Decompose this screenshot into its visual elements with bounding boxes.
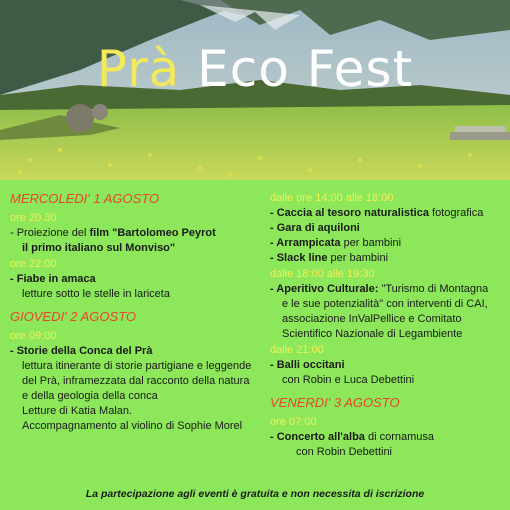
event-slackline: - Slack line per bambini (270, 252, 389, 264)
event-arrampicata: - Arrampicata per bambini (270, 237, 402, 249)
event-storie-desc5: Accompagnamento al violino di Sophie Morel (22, 420, 243, 432)
program-right-column (270, 190, 506, 460)
event-aperitivo-line2: e le sue potenzialità" con interventi di CAI, (282, 298, 488, 310)
event-concerto-desc: con Robin Debettini (296, 446, 393, 458)
day-heading-wednesday: MERCOLEDI' 1 AGOSTO (10, 191, 160, 206)
hero-photo (0, 0, 510, 180)
time-1400-1800: dalle ore 14:00 alle 18:00 (270, 192, 394, 204)
event-aperitivo-line3: associazione InValPellice e Comitato (282, 313, 462, 325)
page-title (0, 40, 510, 98)
program-section (0, 180, 510, 510)
event-film-line2: il primo italiano sul Monviso" (22, 242, 176, 254)
event-film-line1: - Proiezione del film "Bartolomeo Peyrot (10, 227, 216, 239)
time-0900: ore 09:00 (10, 330, 57, 342)
day-heading-thursday: GIOVEDI' 2 AGOSTO (10, 309, 137, 324)
event-storie-desc3: e della geologia della conca (22, 390, 158, 402)
title-part-eco-fest: Eco Fest (197, 40, 414, 98)
event-aperitivo-line1: - Aperitivo Culturale: "Turismo di Montagna (270, 283, 489, 295)
time-2100: dalle 21:00 (270, 344, 324, 356)
time-0700: ore 07:00 (270, 416, 317, 428)
footer-note: La partecipazione agli eventi è gratuita e non necessita di iscrizione (85, 488, 425, 500)
event-balli-desc: con Robin e Luca Debettini (282, 374, 415, 386)
event-storie-desc2: del Prà, inframezzata dal racconto della natura (22, 375, 250, 387)
event-concerto-title: - Concerto all'alba di cornamusa (270, 431, 435, 443)
time-2030: ore 20.30 (10, 212, 57, 224)
program-left-column (10, 190, 265, 434)
title-part-pra: Prà (96, 40, 181, 98)
event-storie-title: - Storie della Conca del Prà (10, 345, 153, 357)
time-2200: ore 22:00 (10, 258, 57, 270)
event-balli-title: - Balli occitani (270, 359, 345, 371)
time-1800-1930: dalle 18:00 alle 19:30 (270, 268, 375, 280)
event-caccia: - Caccia al tesoro naturalistica fotografica (270, 207, 484, 219)
event-storie-desc4: Letture di Katia Malan. (22, 405, 133, 417)
event-fiabe-title: - Fiabe in amaca (10, 273, 96, 285)
event-aperitivo-line4: Scientifico Nazionale di Legambiente (282, 328, 463, 340)
day-heading-friday: VENERDI' 3 AGOSTO (270, 395, 400, 410)
event-aquiloni: - Gara di aquiloni (270, 222, 360, 234)
event-fiabe-desc: letture sotto le stelle in lariceta (22, 288, 170, 300)
event-storie-desc1: lettura itinerante di storie partigiane e leggende (22, 360, 252, 372)
